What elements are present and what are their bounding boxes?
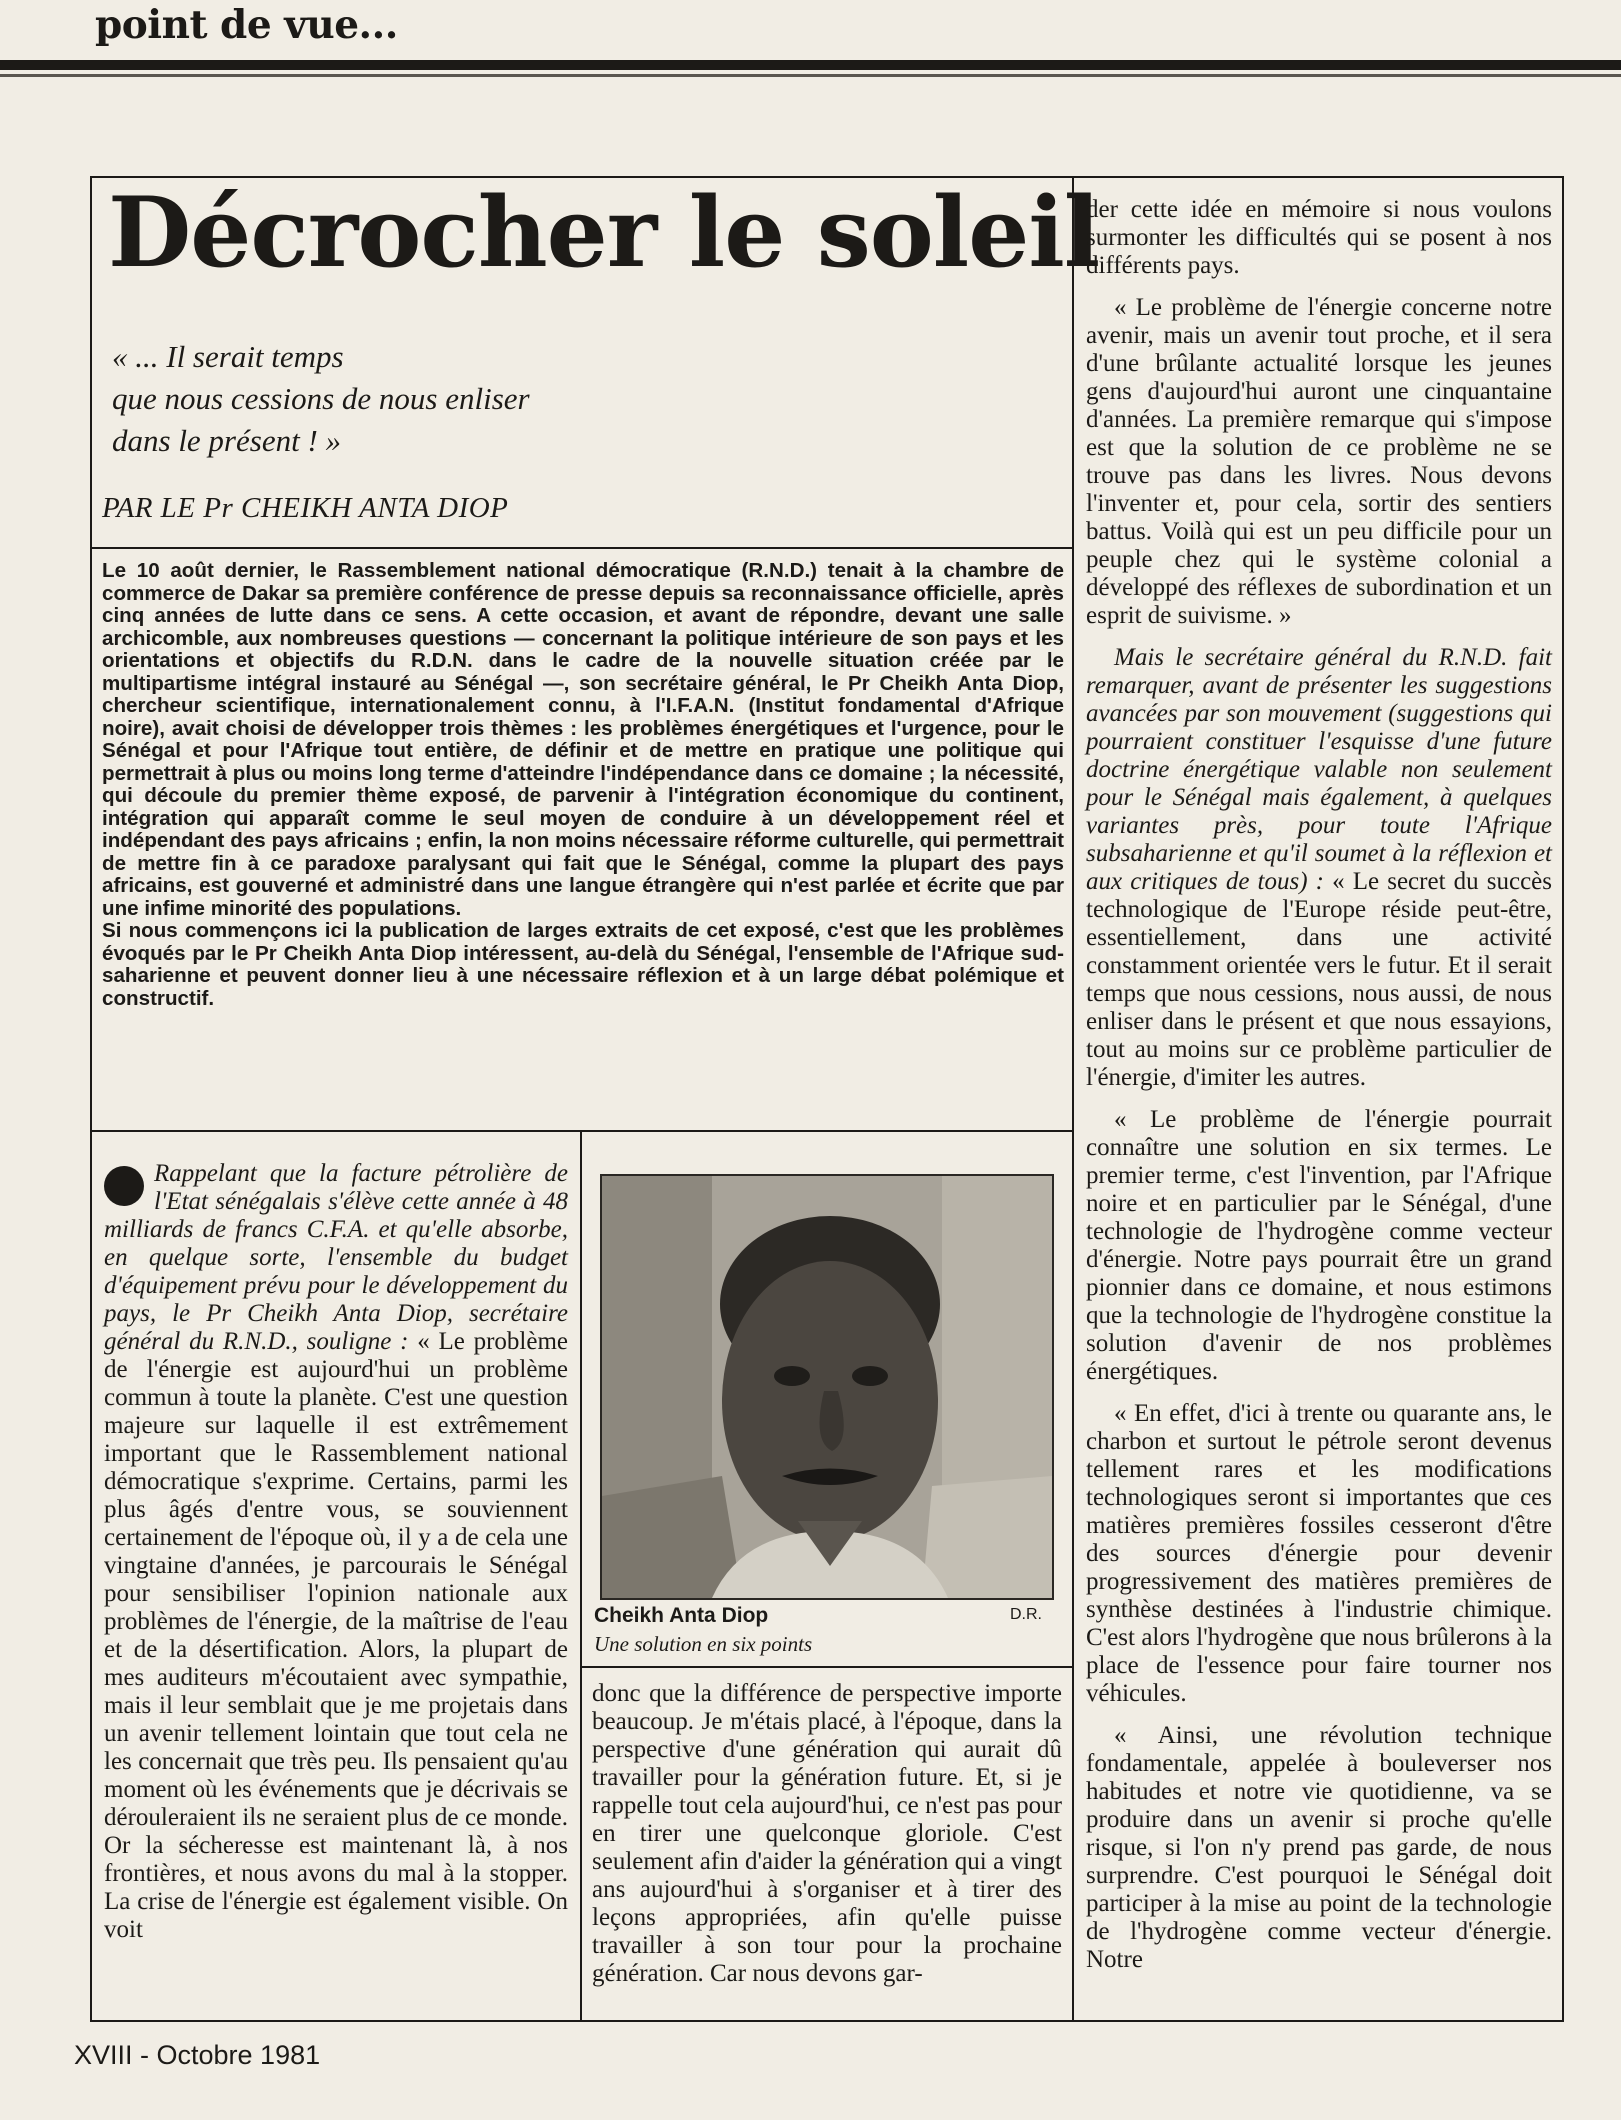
col1-lead-roman: « Le problème de l'énergie est aujourd'hui un problème commun à toute la planète. C'est une question majeure sur laquelle il est extrêmement important que le Rassemblement national démocratique s'exprime. Certains, parmi les plus âgés d'entre vous, se souviennent certainement de l'époque où, il y a de cela une vingtaine d'années, je parcourais le Sénégal pour sensibiliser l'opinion nationale aux problèmes de l'énergie, de la maîtrise de l'eau et de la désertification. Alors, la plupart de mes auditeurs m'écoutaient avec sympathie, mais il leur semblait que je me projetais dans un avenir tellement lointain que tout cela ne les concernait que très peu. Ils pensaient qu'au moment où les événements que je décrivais se dérouleraient ils ne seraient plus de ce monde. Or la sécheresse est maintenant là, à nos frontières, et nous avons du mal à la stopper. La crise de l'énergie est également visible. On voit (104, 1328, 568, 1943)
section-kicker: point de vue... (95, 2, 398, 48)
page-footer: XVIII - Octobre 1981 (74, 2040, 321, 2070)
column-3 (1086, 196, 1552, 1988)
col3-paragraph: « Le problème de l'énergie pourrait connaître une solution en six termes. Le premier terme, c'est l'invention, par l'Afrique noire et en particulier par le Sénégal, d'une technologie de l'hydrogène comme vecteur d'énergie. Notre pays pourrait être un grand pionnier dans ce domaine, et nous estimons que la technologie de l'hydrogène constitue la solution d'avenir de nos problèmes énergétiques. (1086, 1106, 1552, 1385)
subtitle-line: « ... Il serait temps (112, 339, 344, 374)
photo-caption-name: Cheikh Anta Diop (594, 1604, 769, 1627)
col3-paragraph (1086, 644, 1552, 1092)
article-byline: PAR LE Pr CHEIKH ANTA DIOP (102, 492, 509, 524)
column-2 (592, 1680, 1062, 2002)
col2-paragraph: donc que la différence de perspective importe beaucoup. Je m'étais placé, à l'époque, dans la perspective d'une génération qui aurait dû travailler pour la génération future. Et, si je rappelle tout cela aujourd'hui, ce n'est pas pour en tirer une quelconque gloriole. C'est seulement afin d'aider la génération qui a vingt ans aujourd'hui à s'organiser et à tirer des leçons appropriées, afin qu'elle puisse travailler à son tour pour la prochaine génération. Car nous devons gar- (592, 1680, 1062, 1987)
col3-paragraph: « Ainsi, une révolution technique fondamentale, appelée à bouleverser nos habitudes et notre vie quotidienne, va se produire dans un avenir si proche qu'elle risque, si l'on n'y prend pas garde, de nous surprendre. C'est pourquoi le Sénégal doit participer à la mise au point de la technologie de l'hydrogène comme vecteur d'énergie. Notre (1086, 1722, 1552, 1973)
column-rule-1 (1072, 176, 1074, 2022)
subtitle-line: dans le présent ! » (112, 422, 342, 458)
col3-roman: « Le secret du succès technologique de l'Europe réside peut-être, essentiellement, dans une activité constamment orientée vers le futur. Et il serait temps que nous cessions, nous aussi, de nous enliser dans le présent et que nous essayions, tout au moins sur ce problème particulier de l'énergie, d'imiter les autres. (1086, 868, 1553, 1091)
col3-paragraph: « En effet, d'ici à trente ou quarante ans, le charbon et surtout le pétrole seront devenus tellement rares et les modifications technologiques seront si importantes que ces matières premières fossiles cesseront d'être des sources d'énergie pour devenir progressivement des matières premières de synthèse destinées à l'industrie chimique. C'est alors l'hydrogène que nous brûlerons à la place de l'essence pour faire tourner nos véhicules. (1086, 1400, 1552, 1707)
col1-paragraph (104, 1160, 568, 1944)
col1-lead-italic: Rappelant que la facture pétrolière de l'Etat sénégalais s'élève cette année à 48 milliards de francs C.F.A. et qu'elle absorbe, en quelque sorte, l'ensemble du budget d'équipement prévu pour le développement du pays, le Pr Cheikh Anta Diop, secrétaire général du R.N.D., souligne : (104, 1160, 568, 1355)
col3-paragraph: « Le problème de l'énergie concerne notre avenir, mais un avenir tout proche, et il sera d'une brûlante actualité lorsque les jeunes gens d'aujourd'hui auront une cinquantaine d'années. La première remarque qui s'impose est que la solution de ce problème ne se trouve pas dans les livres. Nous devons l'inventer et, pour cela, sortir des sentiers battus. Voilà qui est un peu difficile pour un peuple chez qui le système colonial a développé des réflexes de subordination et un esprit de suivisme. » (1086, 294, 1552, 629)
header-rule-thick (0, 60, 1621, 70)
col3-italic: Mais le secrétaire général du R.N.D. fait remarquer, avant de présenter les suggestions avancées par son mouvement (suggestions qui pourraient constituer l'esquisse d'une future doctrine énergétique valable non seulement pour le Sénégal mais également, à quelques variantes près, pour toute l'Afrique subsaharienne et qu'il soumet à la réflexion et aux critiques de tous) : (1086, 644, 1552, 895)
intro-box-rule (92, 1130, 1072, 1132)
photo-caption-subtitle: Une solution en six points (594, 1632, 813, 1656)
byline-rule (92, 547, 1072, 549)
column-rule-right (1562, 176, 1564, 2022)
photo-credit: D.R. (1010, 1606, 1042, 1623)
article-title: Décrocher le soleil (108, 176, 1100, 289)
article-subtitle (112, 336, 672, 462)
portrait-image (602, 1176, 1052, 1598)
column-1 (104, 1160, 568, 1958)
intro-paragraph: Si nous commençons ici la publication de larges extraits de cet exposé, c'est que les problèmes évoqués par le Pr Cheikh Anta Diop intéressent, au-delà du Sénégal, l'ensemble de l'Afrique sud-saharienne et peuvent donner lieu à une nécessaire réflexion et à un large débat polémique et constructif. (102, 919, 1064, 1010)
subtitle-line: que nous cessions de nous enliser (112, 380, 530, 416)
header-rule-thin (0, 74, 1621, 77)
intro-paragraph: Le 10 août dernier, le Rassemblement national démocratique (R.N.D.) tenait à la chambre de commerce de Dakar sa première conférence de presse depuis sa reconnaissance officielle, après cinq années de lutte dans ce sens. A cette occasion, et avant de répondre, devant une salle archicomble, aux nombreuses questions — concernant la politique intérieure de son pays et les orientations et objectifs du R.D.N. dans le cadre de la nouvelle situation créée par le multipartisme intégral instauré au Sénégal —, son secrétaire général, le Pr Cheikh Anta Diop, chercheur scientifique, internationalement connu, à l'I.F.A.N. (Institut fondamental d'Afrique noire), avait choisi de développer trois thèmes : les problèmes énergétiques et l'urgence, pour le Sénégal et pour l'Afrique tout entière, de définir et de mettre en pratique une politique qui permettrait à plus ou moins long terme d'atteindre l'indépendance dans ce domaine ; la nécessité, qui découle du premier thème exposé, de parvenir à l'intégration économique du continent, intégration qui apparaît comme le seul moyen de conduire à un développement réel et indépendant des pays africains ; enfin, la non moins nécessaire réforme culturelle, qui permettrait de mettre fin à ce paradoxe paralysant qui fait que le Sénégal, comme la plupart des pays africains, est gouverné et administré dans une langue étrangère qui n'est parlée et écrite que par une infime minorité des populations. (102, 559, 1064, 920)
portrait-photo (600, 1174, 1054, 1600)
bullet-dot-icon (104, 1166, 144, 1206)
article-intro (102, 560, 1064, 1010)
col3-paragraph: der cette idée en mémoire si nous voulons surmonter les difficultés qui se posent à nos différents pays. (1086, 196, 1552, 279)
column-rule-2 (580, 1130, 582, 2022)
caption-rule (582, 1666, 1072, 1668)
